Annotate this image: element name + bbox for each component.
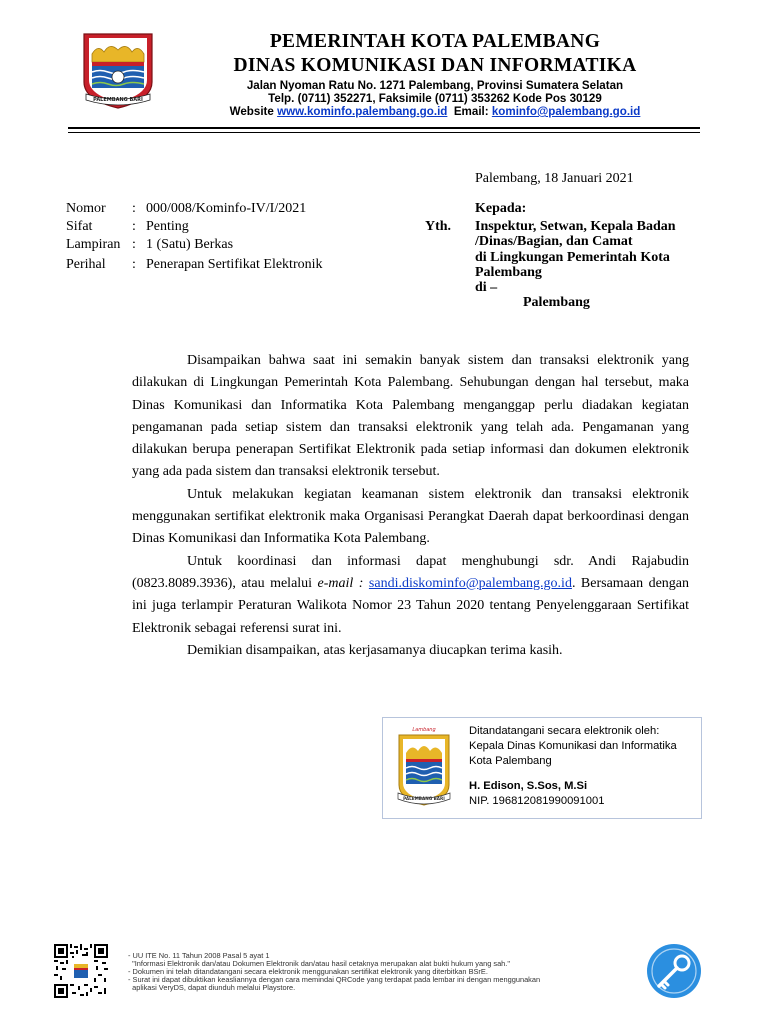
recipient-line: di Lingkungan Pemerintah Kota (475, 250, 670, 265)
sig-logo-top-text: Lambang (412, 727, 436, 733)
letterhead-agency-name: DINAS KOMUNIKASI DAN INFORMATIKA (233, 55, 637, 76)
letterhead-contact (160, 105, 710, 118)
meta-colon: : (132, 237, 136, 252)
recipient-yth: Yth. (425, 219, 452, 234)
website-link[interactable]: www.kominfo.palembang.go.id (277, 105, 448, 118)
footer-note: - UU ITE No. 11 Tahun 2008 Pasal 5 ayat 1 (128, 951, 270, 960)
body-p3-text-a: Untuk koordinasi dan informasi dapat menghubungi sdr. Andi Rajabudin (0823.8089.3936), atau melalui (132, 553, 689, 591)
recipient-kepada: Kepada: (475, 201, 527, 216)
recipient-city: Palembang (523, 295, 590, 310)
meta-label-sifat: Sifat (66, 219, 93, 234)
sig-line-1: Ditandatangani secara elektronik oleh: (469, 725, 660, 737)
letter-body (132, 350, 689, 662)
signer-nip: NIP. 196812081990091001 (469, 795, 605, 807)
letterhead-government-name: PEMERINTAH KOTA PALEMBANG (269, 31, 601, 52)
palembang-city-emblem-icon (78, 24, 158, 112)
sig-line-3: Kota Palembang (469, 755, 552, 767)
bsre-key-logo-icon (646, 943, 702, 999)
footer-note: - Surat ini dapat dibuktikan keasliannya dengan cara memindai QRCode yang terdapat pada lembar ini dengan menggunakan (128, 975, 541, 984)
meta-value-perihal: Penerapan Sertifikat Elektronik (146, 257, 323, 272)
meta-label-perihal: Perihal (66, 257, 106, 272)
body-p3-email-label: e-mail : (317, 575, 364, 591)
recipient-line: Inspektur, Setwan, Kepala Badan (475, 219, 676, 234)
footer-note: - Dokumen ini telah ditandatangani secara elektronik menggunakan sertifikat elektronik yang diterbitkan BSrE. (128, 967, 488, 976)
recipient-line: di – (475, 280, 498, 295)
contact-email-link[interactable]: sandi.diskominfo@palembang.go.id (368, 575, 572, 591)
letterhead-phone: Telp. (0711) 352271, Faksimile (0711) 353262 Kode Pos 30129 (268, 92, 602, 105)
footer-note: "Informasi Elektronik dan/atau Dokumen Elektronik dan/atau hasil cetaknya merupakan alat bukti hukum yang sah." (128, 959, 510, 968)
footer-note: aplikasi VeryDS, dapat diunduh melalui Playstore. (128, 983, 296, 992)
body-paragraph-3 (132, 551, 689, 640)
body-paragraph-1: Disampaikan bahwa saat ini semakin banyak sistem dan transaksi elektronik yang dilakukan di Lingkungan Pemerintah Kota Palembang. Sehubungan dengan hal tersebut, maka Dinas Komunikasi dan Informatika Kota Palembang menganggap perlu diadakan kegiatan pengamanan pada setiap sistem dan transaksi elektronik yang telah ada. Pengamanan yang dilakukan berupa penerapan Sertifikat Elektronik pada setiap informasi dan dokumen elektronik yang ada pada sistem dan transaksi elektronik tersebut. (132, 353, 689, 480)
body-paragraph-2: Untuk melakukan kegiatan keamanan sistem elektronik dan transaksi elektronik menggunakan sertifikat elektronik maka Organisasi Perangkat Daerah dapat berkoordinasi dengan Dinas Komunikasi dan Informatika Kota Palembang. (132, 486, 689, 547)
meta-colon: : (132, 219, 136, 234)
body-p3-text-b: . Bersamaan dengan ini juga terlampir Peraturan Walikota Nomor 23 Tahun 2020 tentang Penyelenggaraan Sertifikat Elektronik sebagai referensi surat ini. (132, 575, 690, 636)
email-label: Email: (453, 105, 489, 118)
meta-value-nomor: 000/008/Kominfo-IV/I/2021 (146, 201, 307, 216)
meta-colon: : (132, 257, 136, 272)
meta-label-lampiran: Lampiran (66, 237, 121, 252)
logo-ribbon-text: PALEMBANG BARI (93, 97, 143, 103)
sig-line-2: Kepala Dinas Komunikasi dan Informatika (469, 740, 677, 752)
signer-name: H. Edison, S.Sos, M.Si (469, 780, 588, 792)
letterhead-address: Jalan Nyoman Ratu No. 1271 Palembang, Provinsi Sumatera Selatan (246, 79, 624, 92)
body-paragraph-4: Demikian disampaikan, atas kerjasamanya diucapkan terima kasih. (187, 642, 563, 658)
meta-value-lampiran: 1 (Satu) Berkas (146, 237, 234, 252)
meta-label-nomor: Nomor (66, 201, 106, 216)
meta-value-sifat: Penting (146, 219, 189, 234)
palembang-city-emblem-icon (394, 723, 454, 809)
recipient-line: Palembang (475, 265, 542, 280)
website-label: Website (229, 105, 274, 118)
email-link[interactable]: kominfo@palembang.go.id (491, 105, 641, 118)
letter-date: Palembang, 18 Januari 2021 (475, 171, 634, 186)
letterhead-divider-thick (68, 127, 700, 129)
verification-qr-code-icon[interactable] (54, 944, 108, 998)
sig-logo-ribbon: PALEMBANG BARI (403, 796, 445, 801)
letterhead-divider-thin (68, 132, 700, 133)
recipient-line: /Dinas/Bagian, dan Camat (475, 234, 633, 249)
meta-colon: : (132, 201, 136, 216)
